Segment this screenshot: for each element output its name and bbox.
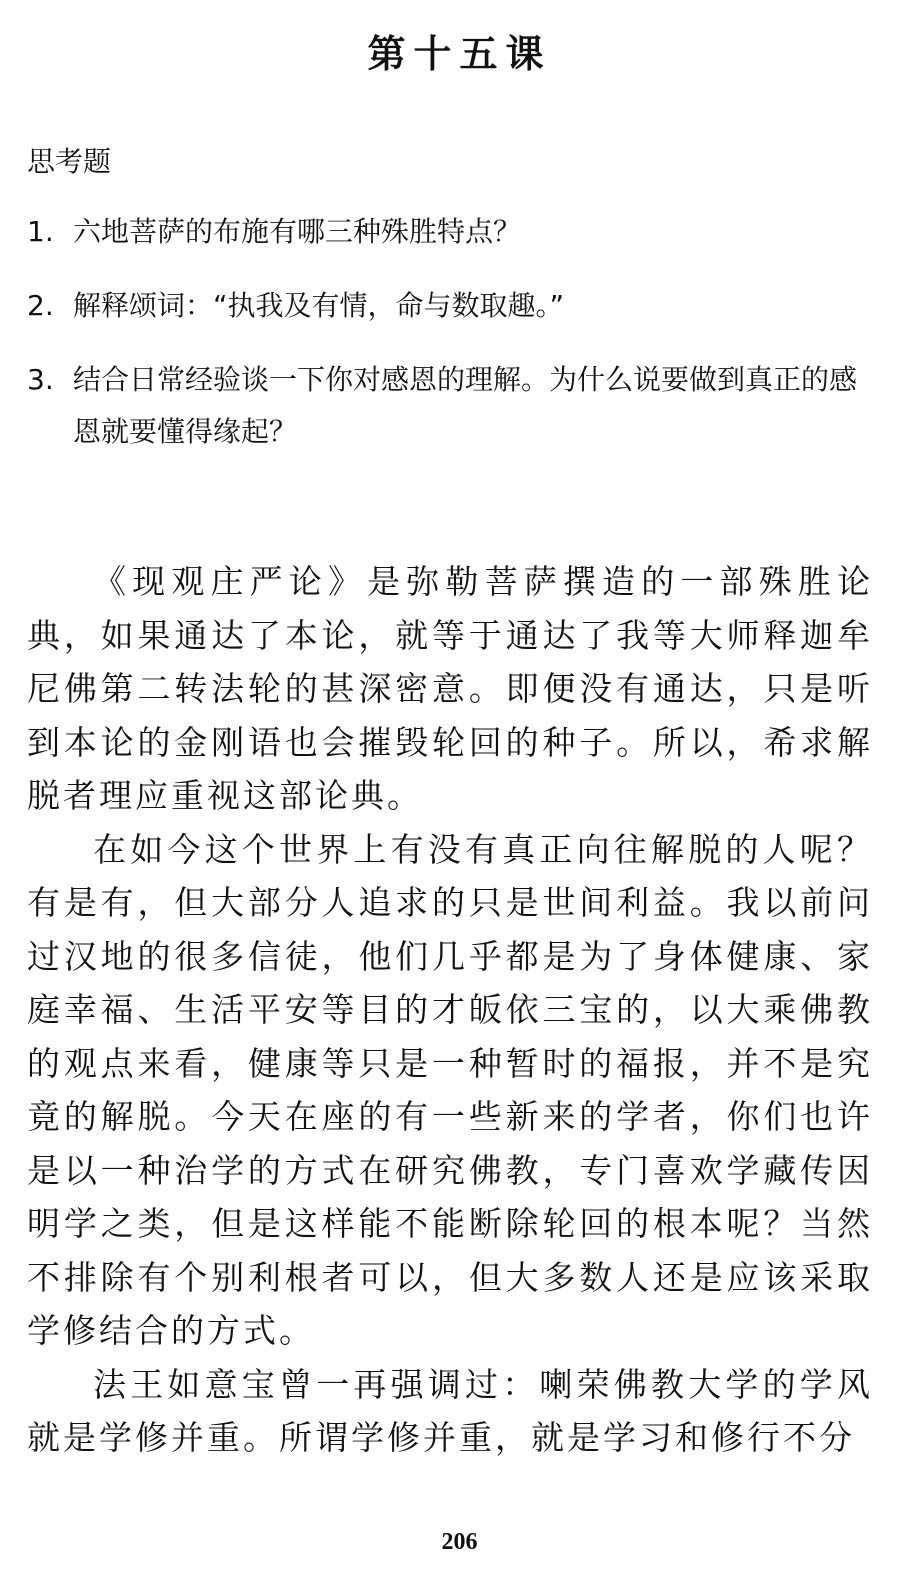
question-text: 六地菩萨的布施有哪三种殊胜特点？ bbox=[73, 215, 522, 248]
question-item bbox=[27, 210, 877, 258]
question-number: 1. bbox=[27, 215, 54, 248]
question-number: 2. bbox=[27, 289, 54, 322]
question-item bbox=[27, 284, 877, 332]
questions-heading: 思考题 bbox=[27, 145, 112, 178]
paragraph: 《现观庄严论》是弥勒菩萨撰造的一部殊胜论典，如果通达了本论，就等于通达了我等大师释迦牟尼佛第二转法轮的甚深密意。即便没有通达，只是听到本论的金刚语也会摧毁轮回的种子。所以，希求解脱者理应重视这部论典。 bbox=[27, 562, 873, 815]
question-text: 解释颂词：“执我及有情，命与数取趣。” bbox=[73, 289, 565, 322]
question-text: 结合日常经验谈一下你对感恩的理解。为什么说要做到真正的感恩就要懂得缘起？ bbox=[73, 363, 858, 448]
discussion-questions bbox=[27, 140, 877, 484]
question-item bbox=[27, 358, 877, 458]
body-text bbox=[27, 555, 873, 1465]
page-number: 206 bbox=[441, 1529, 478, 1555]
lesson-title: 第十五课 bbox=[367, 31, 552, 76]
paragraph: 法王如意宝曾一再强调过：喇荣佛教大学的学风就是学修并重。所谓学修并重，就是学习和修行不分 bbox=[27, 1364, 873, 1457]
paragraph: 在如今这个世界上有没有真正向往解脱的人呢？有是有，但大部分人追求的只是世间利益。我以前问过汉地的很多信徒，他们几乎都是为了身体健康、家庭幸福、生活平安等目的才皈依三宝的，以大乘佛教的观点来看，健康等只是一种暂时的福报，并不是究竟的解脱。今天在座的有一些新来的学者，你们也许是以一种治学的方式在研究佛教，专门喜欢学藏传因明学之类，但是这样能不能断除轮回的根本呢？当然不排除有个别利根者可以，但大多数人还是应该采取学修结合的方式。 bbox=[27, 829, 873, 1350]
question-number: 3. bbox=[27, 363, 54, 396]
